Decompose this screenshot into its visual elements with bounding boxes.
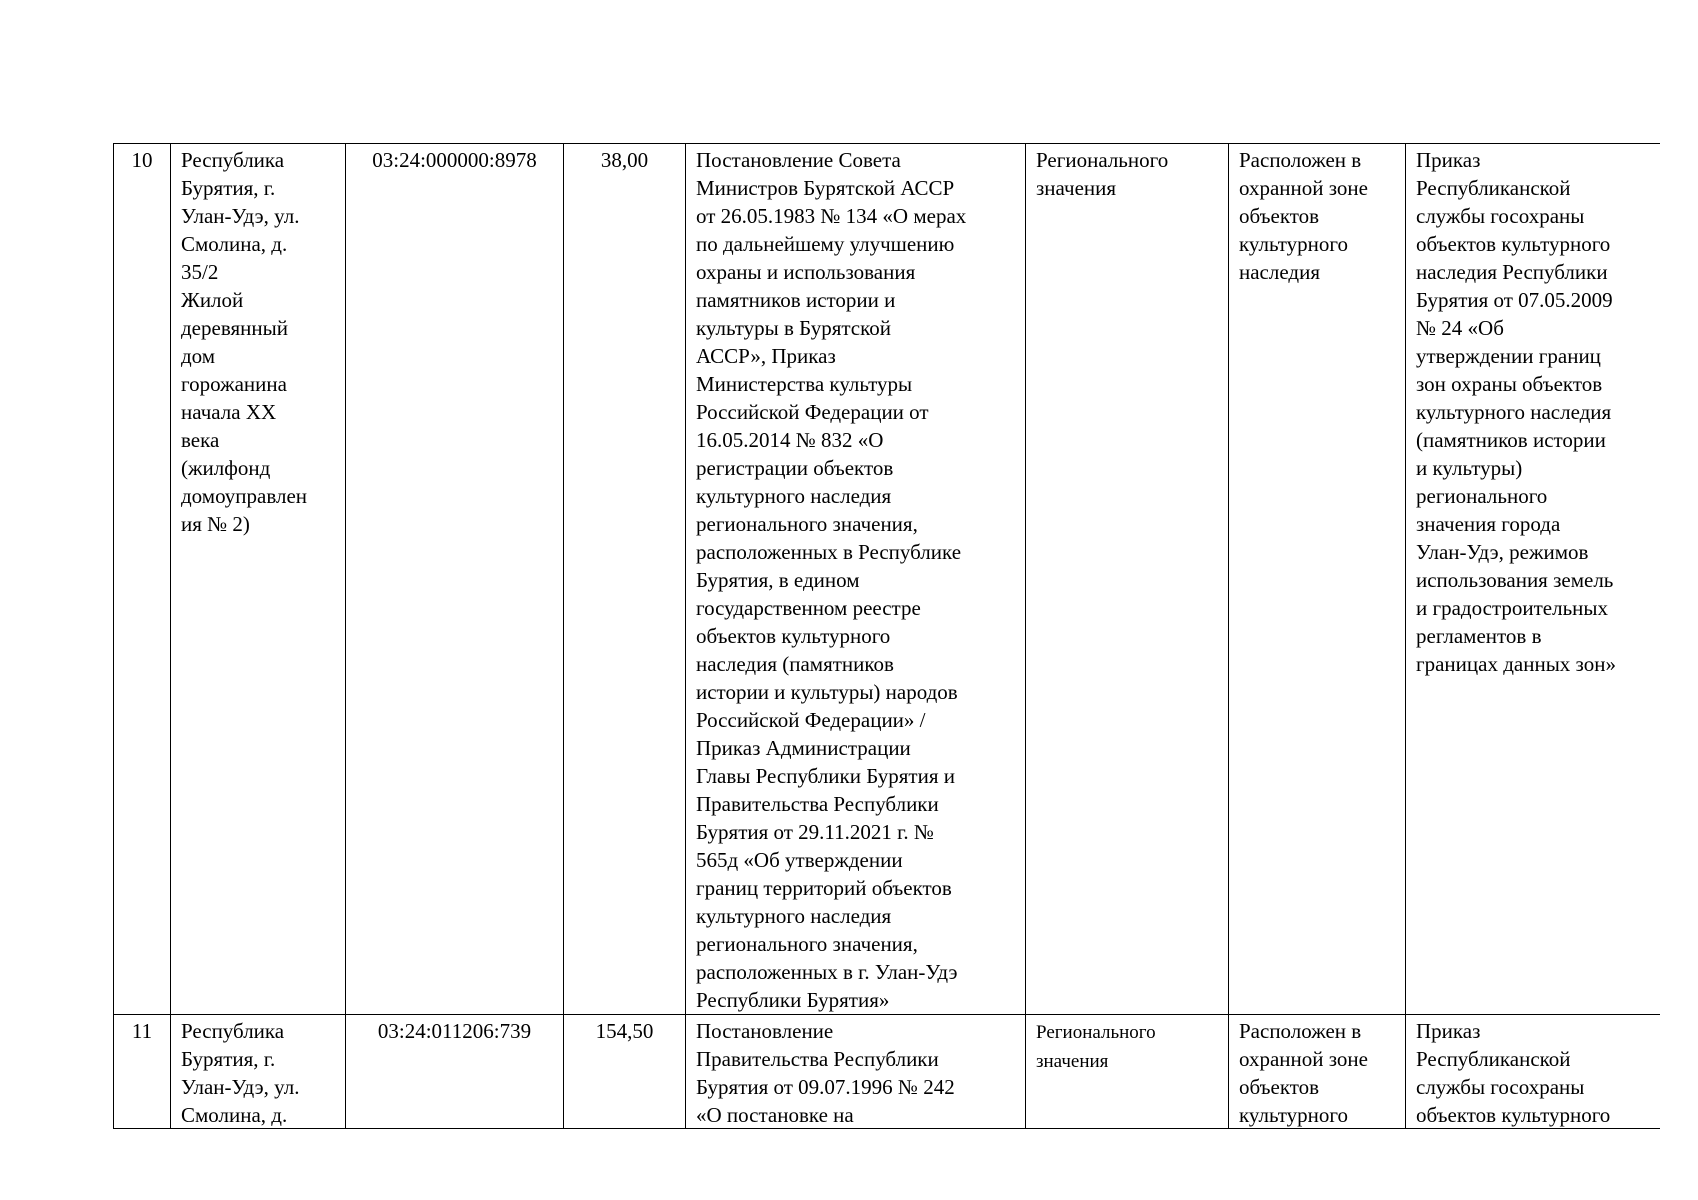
- order-cell: [1406, 144, 1661, 1015]
- significance-text: Регионального значения: [1036, 1022, 1156, 1072]
- area-value: 154,50: [595, 1019, 654, 1043]
- row-number: 11: [131, 1019, 153, 1043]
- area-value: 38,00: [600, 148, 649, 172]
- order-text: Приказ Республиканской службы госохраны объектов культурного наследия Республики Бурятия от 07.05.2009 № 24 «Об утверждении границ зон охраны объектов культурного наследия (памятников истории и культуры) регионального значения города Улан-Удэ, режимов использования земель и градостроительных регламентов в границах данных зон»: [1416, 148, 1616, 676]
- significance-text: Регионального значения: [1036, 148, 1169, 200]
- address-text: Республика Бурятия, г. Улан-Удэ, ул. Смолина, д. 35/2 Жилой деревянный дом горожанина начала XX века (жилфонд домоуправлен ия № 2): [181, 148, 308, 536]
- documents-text: Постановление Совета Министров Бурятской АССР от 26.05.1983 № 134 «О мерах по дальнейшему улучшению охраны и использования памятников истории и культуры в Бурятской АССР», Приказ Министерства культуры Российской Федерации от 16.05.2014 № 832 «О регистрации объектов культурного наследия регионального значения, расположенных в Республике Бурятия, в едином государственном реестре объектов культурного наследия (памятников истории и культуры) народов Российской Федерации» / Приказ Администрации Главы Республики Бурятия и Правительства Республики Бурятия от 29.11.2021 г. № 565д «Об утверждении границ территорий объектов культурного наследия регионального значения, расположенных в г. Улан-Удэ Республики Бурятия»: [696, 148, 967, 1012]
- cadastral-number: 03:24:000000:8978: [372, 148, 537, 172]
- address-cell: [171, 1015, 346, 1130]
- area-cell: [564, 144, 686, 1015]
- cadastral-cell: [346, 144, 564, 1015]
- row-number-cell: [114, 144, 171, 1015]
- significance-cell: [1026, 1015, 1229, 1130]
- cadastral-number: 03:24:011206:739: [377, 1019, 532, 1043]
- documents-text: Постановление Правительства Республики Бурятия от 09.07.1996 № 242 «О постановке на: [696, 1019, 955, 1127]
- significance-cell: [1026, 144, 1229, 1015]
- location-cell: [1229, 1015, 1406, 1130]
- cadastral-cell: [346, 1015, 564, 1130]
- location-cell: [1229, 144, 1406, 1015]
- row-number: 10: [131, 148, 153, 172]
- location-text: Расположен в охранной зоне объектов культурного наследия: [1239, 148, 1368, 284]
- table-row: [114, 1015, 1661, 1130]
- order-text: Приказ Республиканской службы госохраны объектов культурного: [1416, 1019, 1611, 1127]
- table-row: [114, 144, 1661, 1015]
- table-viewport: [113, 143, 1660, 1129]
- row-number-cell: [114, 1015, 171, 1130]
- documents-cell: [686, 144, 1026, 1015]
- heritage-objects-table: [113, 143, 1660, 1129]
- address-cell: [171, 144, 346, 1015]
- order-cell: [1406, 1015, 1661, 1130]
- area-cell: [564, 1015, 686, 1130]
- documents-cell: [686, 1015, 1026, 1130]
- address-text: Республика Бурятия, г. Улан-Удэ, ул. Смолина, д.: [181, 1019, 300, 1127]
- location-text: Расположен в охранной зоне объектов культурного: [1239, 1019, 1368, 1127]
